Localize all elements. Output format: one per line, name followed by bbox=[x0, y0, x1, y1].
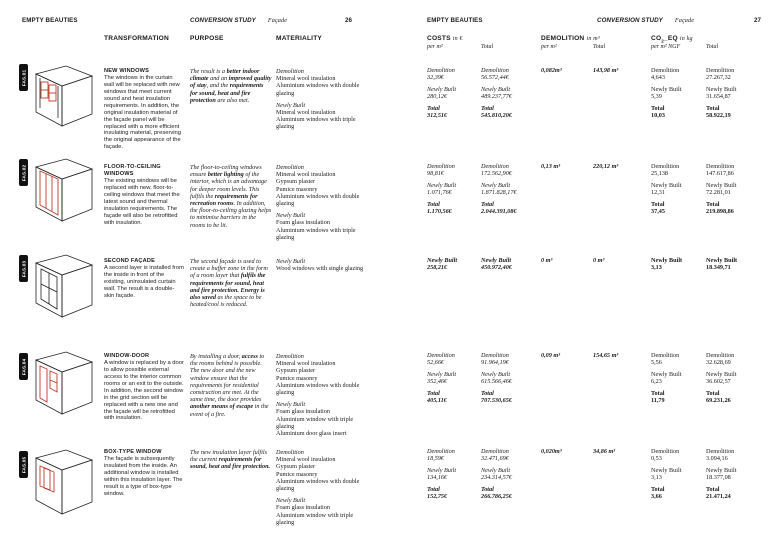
left-section-title bbox=[190, 17, 287, 24]
row-description: The existing windows will be replaced with new, floor-to-ceiling windows that meet the latest sound and thermal insulation requirements. The façade will also be retrofitted with insulation. bbox=[104, 178, 180, 226]
materiality-demolition-items: Mineral wool insulation Aluminium windows with double glazing bbox=[276, 75, 360, 97]
co2-value: 37,45 bbox=[651, 207, 665, 215]
materiality-demolition-label: Demolition bbox=[276, 353, 304, 360]
co2-label: Demolition bbox=[651, 352, 680, 359]
cost-value: 1.170,56€ bbox=[427, 207, 452, 215]
co2-label: Total bbox=[706, 389, 720, 397]
co2-value: 3,13 bbox=[651, 473, 662, 481]
co2-value: 10,03 bbox=[651, 111, 665, 119]
co2-total bbox=[706, 449, 736, 500]
purpose-text-run: . In addition, the floor-to-ceiling glazing helps to minimise barriers in the rooms to be lit. bbox=[190, 200, 272, 229]
row-description: A second layer is installed from the inside in front of the existing, uninsulated curtain wall. The result is a double-skin façade. bbox=[104, 265, 184, 299]
co2-label: CO bbox=[651, 35, 662, 42]
cost-value: 91.964,19€ bbox=[481, 358, 509, 366]
purpose-text-run: requirements for recreation rooms bbox=[190, 192, 258, 208]
row-tag-label: FAS.02 bbox=[21, 164, 26, 181]
row-description: The façade is subsequently insulated from the inside. An additional window is installed within this insulation layer. The result is a type of box-type window. bbox=[104, 456, 183, 497]
purpose-text-run: to the rooms behind is possible. The new door and the new window ensure that the requirements for residential construction are met. At the same time, the door provides bbox=[190, 353, 265, 404]
purpose-text-run: , and the bbox=[206, 82, 230, 90]
right-section-label: CONVERSION STUDY bbox=[597, 17, 663, 24]
col-header-co2 bbox=[651, 35, 693, 43]
cost-value: 405,11€ bbox=[427, 396, 447, 404]
co2-value: 25,138 bbox=[651, 169, 669, 177]
co2-label: Total bbox=[651, 389, 665, 397]
cost-value: 489.237,77€ bbox=[481, 92, 512, 100]
cost-label: Newly Built bbox=[427, 85, 457, 93]
co2-label: Newly Built bbox=[706, 466, 737, 474]
cost-value: 450.972,40€ bbox=[481, 263, 512, 271]
second-facade-illustration bbox=[32, 253, 96, 323]
materiality-newbuilt-items: Mineral wool insulation Aluminium windows with triple glazing bbox=[276, 109, 356, 131]
co2-value: 72.281,01 bbox=[706, 188, 731, 196]
right-section-title bbox=[597, 17, 694, 24]
costs-per-m2 bbox=[427, 449, 456, 500]
cost-value: 312,51€ bbox=[427, 111, 448, 119]
cost-value: 707.530,65€ bbox=[481, 396, 512, 404]
costs-total bbox=[481, 68, 512, 119]
co2-label: Demolition bbox=[706, 448, 735, 455]
cost-label: Newly Built bbox=[481, 466, 511, 474]
materiality-demolition-items: Mineral wool insulation Gypsum plaster Pumice masonry Aluminium windows with double glazing bbox=[276, 456, 360, 493]
col-header-materiality: MATERIALITY bbox=[276, 35, 323, 42]
row-materiality bbox=[276, 68, 371, 131]
co2-total bbox=[706, 353, 736, 404]
co2-label: Demolition bbox=[706, 352, 735, 359]
costs-total bbox=[481, 353, 512, 404]
co2-sub-total: Total bbox=[706, 44, 719, 50]
demolition-per-m2: 0,13 m³ bbox=[541, 163, 561, 170]
cost-value: 266.786,25€ bbox=[481, 492, 512, 500]
co2-total bbox=[706, 164, 736, 215]
co2-label-eq: _EQ bbox=[664, 35, 678, 42]
co2-value: 3.094,16 bbox=[706, 454, 728, 462]
row-materiality bbox=[276, 449, 371, 526]
materiality-newbuilt-items: Foam glass insulation Aluminium window with triple glazing bbox=[276, 504, 354, 526]
new-windows-illustration bbox=[32, 64, 96, 130]
cost-label: Demolition bbox=[481, 67, 509, 74]
cost-label: Total bbox=[481, 104, 494, 112]
purpose-text-run: The new insulation layer fulfils the current bbox=[190, 449, 267, 464]
col-header-costs bbox=[427, 35, 463, 42]
row-tag-label: FAS.01 bbox=[21, 69, 26, 86]
co2-label: Demolition bbox=[706, 163, 735, 170]
co2-value: 6,23 bbox=[651, 377, 662, 385]
cost-value: 172.562,90€ bbox=[481, 169, 512, 177]
co2-label: Demolition bbox=[651, 448, 680, 455]
cost-label: Total bbox=[481, 389, 494, 397]
demolition-per-m2: 0 m³ bbox=[541, 257, 553, 264]
cost-value: 18,59€ bbox=[427, 454, 445, 462]
cost-value: 352,46€ bbox=[427, 377, 448, 385]
costs-per-m2 bbox=[427, 68, 456, 119]
cost-label: Newly Built bbox=[481, 85, 511, 93]
row-purpose bbox=[190, 68, 272, 104]
purpose-text-run: and an bbox=[208, 75, 229, 83]
costs-label: COSTS bbox=[427, 35, 451, 42]
row-purpose bbox=[190, 164, 272, 229]
row-tag bbox=[19, 159, 28, 186]
row-transformation bbox=[104, 164, 186, 227]
cost-value: 280,12€ bbox=[427, 92, 448, 100]
cost-label: Total bbox=[427, 104, 440, 112]
materiality-demolition-items: Mineral wool insulation Gypsum plaster Pumice masonry Aluminium windows with double glazing bbox=[276, 360, 360, 397]
purpose-text-run: requirements for sound, heat and fire protection bbox=[190, 82, 264, 104]
demolition-per-m2: 0,020m³ bbox=[541, 448, 562, 455]
costs-total bbox=[481, 449, 512, 500]
costs-per-m2 bbox=[427, 353, 456, 404]
cost-label: Demolition bbox=[427, 163, 455, 170]
co2-value: 27.267,32 bbox=[706, 73, 731, 81]
cost-value: 152,75€ bbox=[427, 492, 448, 500]
co2-label: Demolition bbox=[706, 67, 735, 74]
window-door-illustration bbox=[32, 350, 96, 420]
co2-label: Newly Built bbox=[651, 370, 682, 378]
co2-per-m2 bbox=[651, 258, 682, 272]
cost-label: Demolition bbox=[481, 448, 509, 455]
col-header-demolition bbox=[541, 35, 600, 42]
co2-per-m2 bbox=[651, 449, 681, 500]
cost-label: Newly Built bbox=[427, 257, 458, 264]
cost-value: 98,81€ bbox=[427, 169, 445, 177]
materiality-newbuilt-items: Foam glass insulation Aluminium window with triple glazing Aluminium door glass insert bbox=[276, 408, 354, 438]
cost-value: 32,39€ bbox=[427, 73, 445, 81]
materiality-newbuilt-items: Foam glass insulation Aluminium windows with triple glazing bbox=[276, 219, 356, 241]
row-tag bbox=[19, 451, 28, 478]
row-materiality bbox=[276, 164, 371, 241]
floor-to-ceiling-illustration bbox=[32, 157, 96, 225]
row-transformation bbox=[104, 449, 184, 498]
row-purpose bbox=[190, 449, 272, 471]
purpose-text-run: The floor-to-ceiling windows ensure bbox=[190, 164, 262, 179]
demolition-unit: in m³ bbox=[586, 36, 600, 42]
co2-value: 58.922,19 bbox=[706, 111, 731, 119]
row-title: SECOND FAÇADE bbox=[104, 258, 156, 264]
purpose-text-run: The second façade is used to create a buffer zone in the form of a room layer that bbox=[190, 258, 268, 280]
purpose-text-run: of the interior, which is an advantage for deeper room levels. This fulfils the bbox=[190, 171, 267, 200]
co2-label: Newly Built bbox=[651, 466, 682, 474]
demolition-label: DEMOLITION bbox=[541, 35, 585, 42]
co2-per-m2 bbox=[651, 164, 681, 215]
co2-label: Newly Built bbox=[706, 181, 737, 189]
co2-value: 0,53 bbox=[651, 454, 662, 462]
co2-label: Newly Built bbox=[651, 85, 682, 93]
cost-label: Demolition bbox=[427, 352, 455, 359]
co2-label: Total bbox=[706, 200, 720, 208]
co2-value: 12,31 bbox=[651, 188, 665, 196]
cost-label: Total bbox=[481, 485, 494, 493]
co2-label: Newly Built bbox=[706, 85, 737, 93]
co2-total bbox=[706, 68, 736, 119]
purpose-text-run: fulfils the requirements for sound, heat and fire protection. Energy is also saved bbox=[190, 272, 266, 302]
materiality-demolition-items: Mineral wool insulation Gypsum plaster Pumice masonry Aluminium windows with double glazing bbox=[276, 171, 360, 208]
costs-per-m2 bbox=[427, 164, 456, 215]
co2-label: Demolition bbox=[651, 67, 680, 74]
box-type-window-illustration bbox=[32, 448, 96, 520]
co2-label: Total bbox=[651, 485, 665, 493]
row-purpose bbox=[190, 353, 272, 418]
co2-value: 69.231,26 bbox=[706, 396, 731, 404]
demolition-total: 34,86 m³ bbox=[593, 448, 616, 455]
cost-label: Total bbox=[427, 200, 440, 208]
co2-label: Newly Built bbox=[651, 181, 682, 189]
cost-value: 32.471,69€ bbox=[481, 454, 509, 462]
cost-value: 1.871.828,17€ bbox=[481, 188, 517, 196]
purpose-text-run: By installing a door, bbox=[190, 353, 242, 360]
materiality-newbuilt-items: Wood windows with single glazing bbox=[276, 265, 364, 273]
cost-value: 56.572,44€ bbox=[481, 73, 509, 81]
co2-per-m2 bbox=[651, 353, 681, 404]
materiality-newbuilt-label: Newly Built bbox=[276, 497, 306, 505]
co2-subscript: 2 bbox=[661, 38, 664, 44]
cost-label: Demolition bbox=[481, 163, 509, 170]
co2-label: Total bbox=[651, 200, 665, 208]
purpose-text-run: as the space to be heated/cool is reduced. bbox=[190, 294, 262, 309]
co2-value: 31.654,87 bbox=[706, 92, 731, 100]
purpose-text-run: another means of escape bbox=[190, 403, 254, 411]
materiality-newbuilt-label: Newly Built bbox=[276, 401, 306, 409]
col-header-purpose: PURPOSE bbox=[190, 35, 224, 42]
co2-value: 219.898,86 bbox=[706, 207, 734, 215]
row-materiality bbox=[276, 353, 371, 437]
demolition-total: 143,98 m³ bbox=[593, 67, 619, 74]
co2-value: 18.377,08 bbox=[706, 473, 731, 481]
co2-value: 3,13 bbox=[651, 263, 662, 271]
row-tag-label: FAS.03 bbox=[21, 260, 26, 277]
cost-label: Newly Built bbox=[427, 370, 457, 378]
cost-value: 615.566,46€ bbox=[481, 377, 512, 385]
co2-value: 3,66 bbox=[651, 492, 662, 500]
right-running-title: EMPTY BEAUTIES bbox=[427, 17, 483, 24]
co2-label: Newly Built bbox=[706, 257, 738, 264]
cost-label: Newly Built bbox=[481, 181, 511, 189]
cost-label: Total bbox=[427, 389, 440, 397]
cost-label: Newly Built bbox=[427, 181, 457, 189]
purpose-text-run: better lighting bbox=[207, 171, 244, 179]
demolition-per-m2: 0,082m³ bbox=[541, 67, 562, 74]
cost-value: 2.044.391,08€ bbox=[481, 207, 517, 215]
col-header-transformation: TRANSFORMATION bbox=[104, 35, 169, 42]
cost-label: Total bbox=[481, 200, 494, 208]
costs-sub-total: Total bbox=[481, 44, 494, 50]
row-transformation bbox=[104, 68, 184, 151]
co2-value: 36.602,57 bbox=[706, 377, 731, 385]
row-title: WINDOW-DOOR bbox=[104, 353, 150, 359]
co2-label: Total bbox=[651, 104, 665, 112]
cost-label: Demolition bbox=[427, 448, 455, 455]
co2-label: Demolition bbox=[651, 163, 680, 170]
demolition-total: 220,12 m³ bbox=[593, 163, 619, 170]
materiality-newbuilt-label: Newly Built bbox=[276, 101, 306, 109]
costs-unit: in € bbox=[452, 36, 463, 42]
cost-value: 234.314,57€ bbox=[481, 473, 512, 481]
right-section-sub: Façade bbox=[674, 17, 695, 24]
purpose-text-run: are also met. bbox=[215, 96, 250, 104]
right-page-number: 27 bbox=[754, 17, 761, 24]
co2-label: Newly Built bbox=[706, 370, 737, 378]
cost-value: 258,21€ bbox=[427, 263, 448, 271]
co2-sub-per: per m² NGF bbox=[651, 44, 681, 50]
row-materiality bbox=[276, 258, 371, 272]
cost-value: 134,16€ bbox=[427, 473, 448, 481]
demolition-total: 154,65 m³ bbox=[593, 352, 619, 359]
materiality-newbuilt-label: Newly Built bbox=[276, 212, 306, 220]
co2-value: 21.471,24 bbox=[706, 492, 731, 500]
co2-value: 147.617,86 bbox=[706, 169, 734, 177]
purpose-text-run: requirements for sound, heat and fire protection. bbox=[190, 456, 271, 471]
co2-label: Total bbox=[706, 485, 720, 493]
row-title: BOX-TYPE WINDOW bbox=[104, 449, 162, 455]
purpose-text-run: better indoor climate bbox=[190, 68, 260, 83]
purpose-text-run: improved quality of stay bbox=[190, 75, 272, 90]
row-description: The windows in the curtain wall will be replaced with new windows that meet current sound and heat insulation requirements. In addition, the original insulation material of the façade panel will be replaced with a more efficient insulating material, preserving the original appearance of the façade. bbox=[104, 75, 182, 151]
row-purpose bbox=[190, 258, 272, 308]
row-description: A window is replaced by a door to allow possible external access to the interior common rooms or an exit to the outside. In addition, the second window in the grid section will be replaced with a new one and the façade will be retrofitted with insulation. bbox=[104, 360, 184, 422]
materiality-demolition-label: Demolition bbox=[276, 449, 304, 456]
co2-value: 5,39 bbox=[651, 92, 662, 100]
demolition-per-m2: 0,09 m³ bbox=[541, 352, 561, 359]
purpose-text-run: access bbox=[241, 353, 258, 360]
co2-total bbox=[706, 258, 737, 272]
row-tag bbox=[19, 353, 28, 380]
demolition-total: 0 m³ bbox=[593, 257, 605, 264]
cost-label: Total bbox=[427, 485, 440, 493]
cost-label: Newly Built bbox=[481, 257, 512, 264]
materiality-newbuilt-label: Newly Built bbox=[276, 258, 306, 265]
co2-value: 11,79 bbox=[651, 396, 665, 404]
purpose-text-run: The result is a bbox=[190, 68, 227, 75]
row-transformation bbox=[104, 258, 184, 300]
cost-label: Demolition bbox=[427, 67, 455, 74]
cost-value: 545.810,20€ bbox=[481, 111, 512, 119]
costs-total bbox=[481, 164, 517, 215]
co2-label: Total bbox=[706, 104, 720, 112]
co2-value: 32.628,69 bbox=[706, 358, 731, 366]
demolition-sub-total: Total bbox=[593, 44, 606, 50]
left-section-sub: Façade bbox=[267, 17, 288, 24]
row-title: FLOOR-TO-CEILING WINDOWS bbox=[104, 164, 161, 178]
row-tag-label: FAS.05 bbox=[21, 456, 26, 473]
row-tag bbox=[19, 64, 28, 91]
cost-label: Demolition bbox=[481, 352, 509, 359]
co2-per-m2 bbox=[651, 68, 681, 119]
row-tag-label: FAS.04 bbox=[21, 358, 26, 375]
materiality-demolition-label: Demolition bbox=[276, 164, 304, 171]
cost-label: Newly Built bbox=[427, 466, 457, 474]
purpose-text-run: in the event of a fire. bbox=[190, 403, 269, 418]
demolition-sub-per: per m² bbox=[541, 44, 557, 50]
co2-value: 18.349,71 bbox=[706, 263, 731, 271]
left-section-label: CONVERSION STUDY bbox=[190, 17, 256, 24]
row-tag bbox=[19, 255, 28, 282]
cost-label: Newly Built bbox=[481, 370, 511, 378]
cost-value: 52,66€ bbox=[427, 358, 445, 366]
costs-per-m2 bbox=[427, 258, 457, 272]
cost-value: 1.071,76€ bbox=[427, 188, 452, 196]
materiality-demolition-label: Demolition bbox=[276, 68, 304, 75]
co2-value: 5,56 bbox=[651, 358, 662, 366]
co2-unit: in kg bbox=[679, 36, 693, 42]
co2-label: Newly Built bbox=[651, 257, 683, 264]
row-title: NEW WINDOWS bbox=[104, 68, 150, 74]
left-running-title: EMPTY BEAUTIES bbox=[22, 17, 78, 24]
row-transformation bbox=[104, 353, 184, 422]
costs-total bbox=[481, 258, 512, 272]
costs-sub-per: per m² bbox=[427, 44, 443, 50]
left-page-number: 26 bbox=[345, 17, 352, 24]
co2-value: 4,643 bbox=[651, 73, 665, 81]
